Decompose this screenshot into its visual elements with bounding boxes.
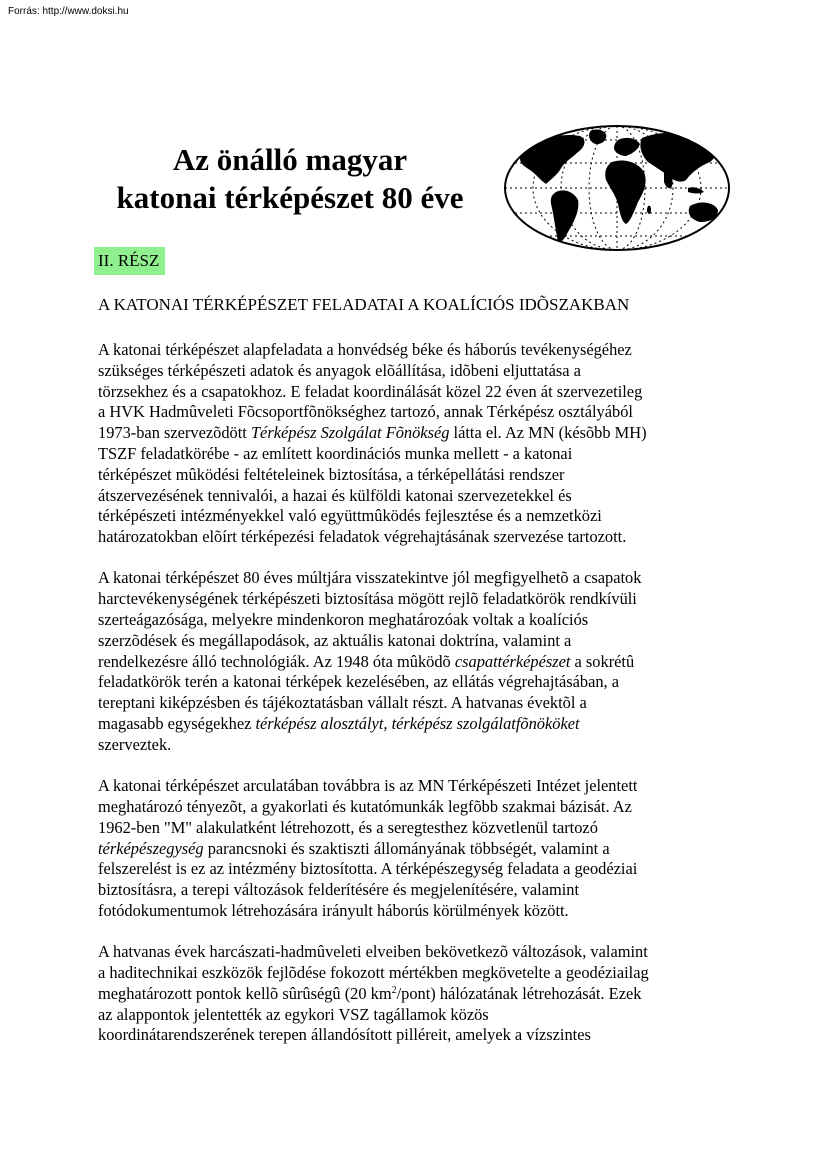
text-line	[98, 610, 758, 631]
text-run: térképészeti intézményekkel való együttmûködés fejlesztése és a nemzetközi	[98, 506, 602, 526]
text-run: az alappontok jelentették az egykori VSZ tagállamok közös	[98, 1004, 489, 1024]
body-paragraph	[98, 568, 758, 755]
text-line	[98, 797, 758, 818]
text-run: szükséges térképészeti adatok és anyagok elõállítása, idõbeni eljuttatása a	[98, 360, 581, 380]
text-line	[98, 859, 758, 880]
text-run: fotódokumentumok létrehozására irányult háborús körülmények között.	[98, 900, 569, 920]
italic-term: Térképész Szolgálat Fõnökség	[250, 423, 450, 443]
text-line	[98, 631, 758, 652]
text-line	[98, 444, 758, 465]
text-line	[98, 714, 758, 735]
article-body	[98, 340, 758, 1067]
text-run: A hatvanas évek harcászati-hadmûveleti elveiben bekövetkezõ változások, valamint	[98, 942, 648, 962]
text-line	[98, 568, 758, 589]
text-line	[98, 1005, 758, 1026]
text-line	[98, 735, 758, 756]
text-run: látta el. Az MN (késõbb MH)	[449, 423, 647, 443]
part-label: II. RÉSZ	[94, 247, 165, 275]
text-run: a sokrétû	[570, 651, 635, 671]
text-line	[98, 382, 758, 403]
text-run: 1973-ban szervezõdött	[98, 423, 251, 443]
source-url: Forrás: http://www.doksi.hu	[8, 6, 129, 17]
text-line	[98, 984, 758, 1005]
text-run: meghatározott pontok kellõ sûrûségû (20 km	[98, 983, 392, 1003]
italic-term: térképész alosztályt, térképész szolgálatfõnököket	[255, 714, 580, 734]
text-run: TSZF feladatkörébe - az említett koordinációs munka mellett - a katonai	[98, 443, 573, 463]
text-run: /pont) hálózatának létrehozását. Ezek	[396, 983, 642, 1003]
text-run: felszerelést is ez az intézmény biztosította. A térképészegység feladata a geodéziai	[98, 859, 638, 879]
text-run: tereptani kiképzésben és tájékoztatásban vállalt részt. A hatvanas évektõl a	[98, 693, 587, 713]
text-run: feladatkörök terén a katonai térképek kezelésében, az ellátás végrehajtásában, a	[98, 672, 620, 692]
text-run: A katonai térképészet arculatában továbbra is az MN Térképészeti Intézet jelentett	[98, 776, 638, 796]
text-run: A katonai térképészet alapfeladata a honvédség béke és háborús tevékenységéhez	[98, 340, 632, 359]
text-line	[98, 506, 758, 527]
text-run: szerzõdések és megállapodások, az aktuális katonai doktrína, valamint a	[98, 630, 572, 650]
italic-term: térképészegység	[98, 838, 204, 858]
text-run: biztosításra, a terepi változások felderítésére és megjelenítésére, valamint	[98, 880, 580, 900]
text-run: törzsekhez és a csapatokhoz. E feladat koordinálását közel 22 éven át szervezetileg	[98, 381, 643, 401]
text-line	[98, 465, 758, 486]
text-run: térképészet mûködési feltételeinek biztosítása, a térképellátási rendszer	[98, 464, 565, 484]
text-run: parancsnoki és szaktiszti állományának többségét, valamint a	[203, 838, 610, 858]
world-map-globe-icon	[500, 118, 735, 258]
text-line	[98, 963, 758, 984]
text-run: a haditechnikai eszközök fejlõdése fokozott mértékben megkövetelte a geodéziailag	[98, 963, 649, 983]
text-run: meghatározó tényezõt, a gyakorlati és kutatómunkák legfõbb szakmai bázisát. Az	[98, 796, 632, 816]
text-line	[98, 880, 758, 901]
text-run: A katonai térképészet 80 éves múltjára visszatekintve jól megfigyelhetõ a csapatok	[98, 568, 642, 588]
title-line: Az önálló magyar	[172, 142, 408, 177]
italic-term: csapattérképészet	[454, 651, 571, 671]
text-run: rendelkezésre álló technológiák. Az 1948 óta mûködõ	[98, 651, 455, 671]
text-line	[98, 1025, 758, 1046]
text-run: a HVK Hadmûveleti Fõcsoportfõnökséghez tartozó, annak Térképész osztályából	[98, 402, 633, 422]
text-line	[98, 340, 758, 361]
title-line: katonai térképészet 80 éve	[116, 180, 464, 215]
body-paragraph	[98, 776, 758, 922]
text-run: szerteágazósága, melyekre mindenkoron meghatározóak voltak a koalíciós	[98, 610, 589, 630]
text-line	[98, 776, 758, 797]
body-paragraph	[98, 340, 758, 548]
text-line	[98, 672, 758, 693]
text-line	[98, 527, 758, 548]
superscript: 2	[391, 984, 397, 996]
section-heading: A KATONAI TÉRKÉPÉSZET FELADATAI A KOALÍCIÓS IDÕSZAKBAN	[98, 295, 630, 314]
text-run: 1962-ben "M" alakulatként létrehozott, és a seregtesthez közvetlenül tartozó	[98, 817, 598, 837]
document-title	[90, 141, 490, 217]
text-run: határozatokban elõírt térképezési feladatok végrehajtásának szervezése tartozott.	[98, 527, 627, 547]
text-run: harctevékenységének térképészeti biztosítása mögött rejlõ feladatkörök rendkívüli	[98, 589, 637, 609]
text-run: átszervezésének tennivalói, a hazai és külföldi katonai szervezetekkel és	[98, 485, 572, 505]
text-line	[98, 818, 758, 839]
text-line	[98, 486, 758, 507]
text-line	[98, 652, 758, 673]
text-line	[98, 402, 758, 423]
text-line	[98, 589, 758, 610]
text-line	[98, 361, 758, 382]
text-line	[98, 423, 758, 444]
text-run: szerveztek.	[98, 734, 172, 754]
text-line	[98, 942, 758, 963]
text-line	[98, 693, 758, 714]
text-line	[98, 839, 758, 860]
text-run: magasabb egységekhez	[98, 714, 256, 734]
body-paragraph	[98, 942, 758, 1046]
text-run: koordinátarendszerének terepen állandósított pilléreit, amelyek a vízszintes	[98, 1025, 591, 1045]
text-line	[98, 901, 758, 922]
